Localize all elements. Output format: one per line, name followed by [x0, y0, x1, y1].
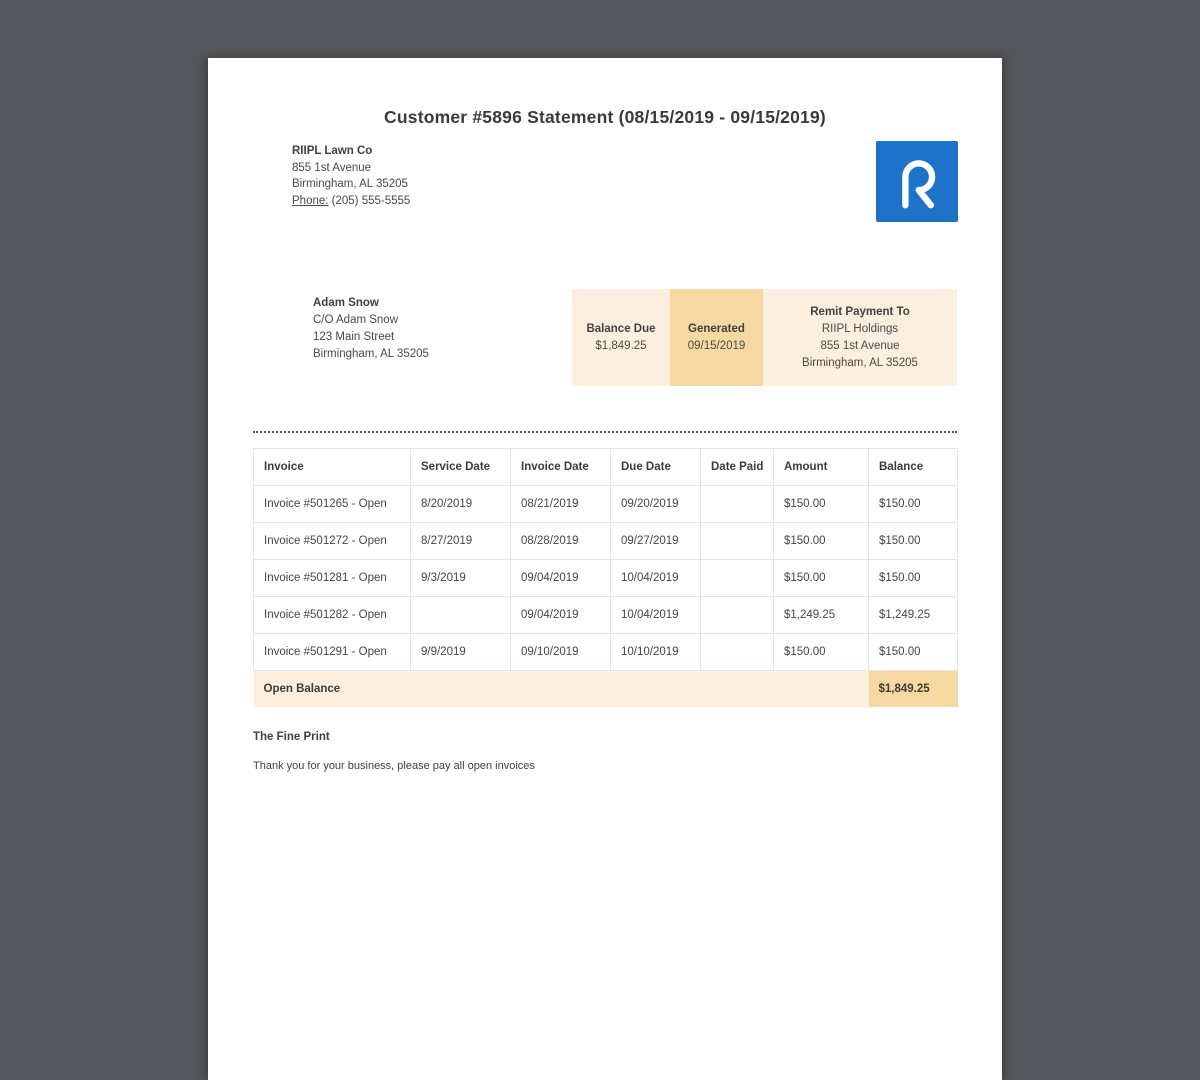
generated-label: Generated [688, 322, 745, 335]
table-row [254, 597, 958, 634]
phone-number: (205) 555-5555 [331, 194, 411, 207]
table-cell: 08/21/2019 [511, 486, 611, 523]
column-header-invoice: Invoice [254, 449, 411, 486]
table-cell: 09/04/2019 [511, 560, 611, 597]
balance-due-amount: $1,849.25 [595, 339, 647, 352]
column-header-date-paid: Date Paid [701, 449, 774, 486]
remit-street: 855 1st Avenue [820, 339, 900, 352]
table-cell: Invoice #501265 - Open [254, 486, 411, 523]
table-cell: 08/28/2019 [511, 523, 611, 560]
table-cell: 9/3/2019 [411, 560, 511, 597]
company-address-line2: Birmingham, AL 35205 [292, 178, 408, 190]
table-cell: 10/04/2019 [611, 597, 701, 634]
generated-box [670, 289, 763, 386]
column-header-service-date: Service Date [411, 449, 511, 486]
statement-title: Customer #5896 Statement (08/15/2019 - 09/15/2019) [384, 107, 826, 127]
table-cell: $150.00 [869, 486, 958, 523]
remit-payment-box [763, 289, 957, 386]
table-cell: $150.00 [774, 486, 869, 523]
table-cell: $150.00 [869, 634, 958, 671]
table-row [254, 634, 958, 671]
open-balance-row [254, 671, 958, 707]
table-cell [411, 597, 511, 634]
table-cell [701, 597, 774, 634]
table-cell: 09/20/2019 [611, 486, 701, 523]
table-cell [701, 634, 774, 671]
column-header-invoice-date: Invoice Date [511, 449, 611, 486]
statement-page [208, 58, 1002, 1080]
table-cell: 8/20/2019 [411, 486, 511, 523]
table-header-row [254, 449, 958, 486]
table-row [254, 560, 958, 597]
summary-bar [572, 289, 957, 386]
table-cell: 8/27/2019 [411, 523, 511, 560]
table-cell: $150.00 [869, 523, 958, 560]
table-cell: $1,249.25 [869, 597, 958, 634]
company-address-line1: 855 1st Avenue [292, 161, 372, 174]
table-cell: 9/9/2019 [411, 634, 511, 671]
phone-label: Phone: [292, 194, 329, 207]
company-name: RIIPL Lawn Co [292, 145, 373, 157]
company-info [292, 143, 410, 209]
table-cell: Invoice #501291 - Open [254, 634, 411, 671]
remit-label: Remit Payment To [810, 305, 910, 318]
customer-city: Birmingham, AL 35205 [313, 348, 429, 360]
balance-due-box [572, 289, 670, 386]
table-cell: 09/04/2019 [511, 597, 611, 634]
company-logo [876, 141, 958, 222]
fine-print-text: Thank you for your business, please pay all open invoices [253, 760, 535, 772]
table-cell: 10/04/2019 [611, 560, 701, 597]
table-cell: $1,249.25 [774, 597, 869, 634]
table-cell: Invoice #501282 - Open [254, 597, 411, 634]
customer-street: 123 Main Street [313, 331, 395, 343]
open-balance-value: $1,849.25 [869, 671, 958, 707]
table-cell [701, 523, 774, 560]
balance-due-label: Balance Due [586, 322, 656, 335]
table-cell [701, 486, 774, 523]
table-cell: Invoice #501272 - Open [254, 523, 411, 560]
remit-name: RIIPL Holdings [821, 322, 899, 335]
customer-name: Adam Snow [313, 297, 379, 309]
fine-print-heading: The Fine Print [253, 731, 330, 743]
open-balance-label: Open Balance [254, 671, 869, 707]
column-header-amount: Amount [774, 449, 869, 486]
table-cell: 09/27/2019 [611, 523, 701, 560]
table-row [254, 523, 958, 560]
company-phone [292, 193, 410, 210]
table-cell: $150.00 [774, 560, 869, 597]
column-header-due-date: Due Date [611, 449, 701, 486]
generated-date: 09/15/2019 [687, 339, 746, 352]
table-cell: $150.00 [869, 560, 958, 597]
remit-city: Birmingham, AL 35205 [802, 356, 918, 369]
table-cell: 10/10/2019 [611, 634, 701, 671]
table-cell: 09/10/2019 [511, 634, 611, 671]
table-cell: $150.00 [774, 523, 869, 560]
column-header-balance: Balance [869, 449, 958, 486]
invoice-table [253, 448, 958, 707]
customer-care-of: C/O Adam Snow [313, 314, 399, 326]
customer-info [313, 295, 429, 363]
table-cell [701, 560, 774, 597]
table-cell: Invoice #501281 - Open [254, 560, 411, 597]
table-row [254, 486, 958, 523]
logo-r-icon [888, 153, 946, 211]
table-cell: $150.00 [774, 634, 869, 671]
dotted-divider [253, 431, 957, 433]
